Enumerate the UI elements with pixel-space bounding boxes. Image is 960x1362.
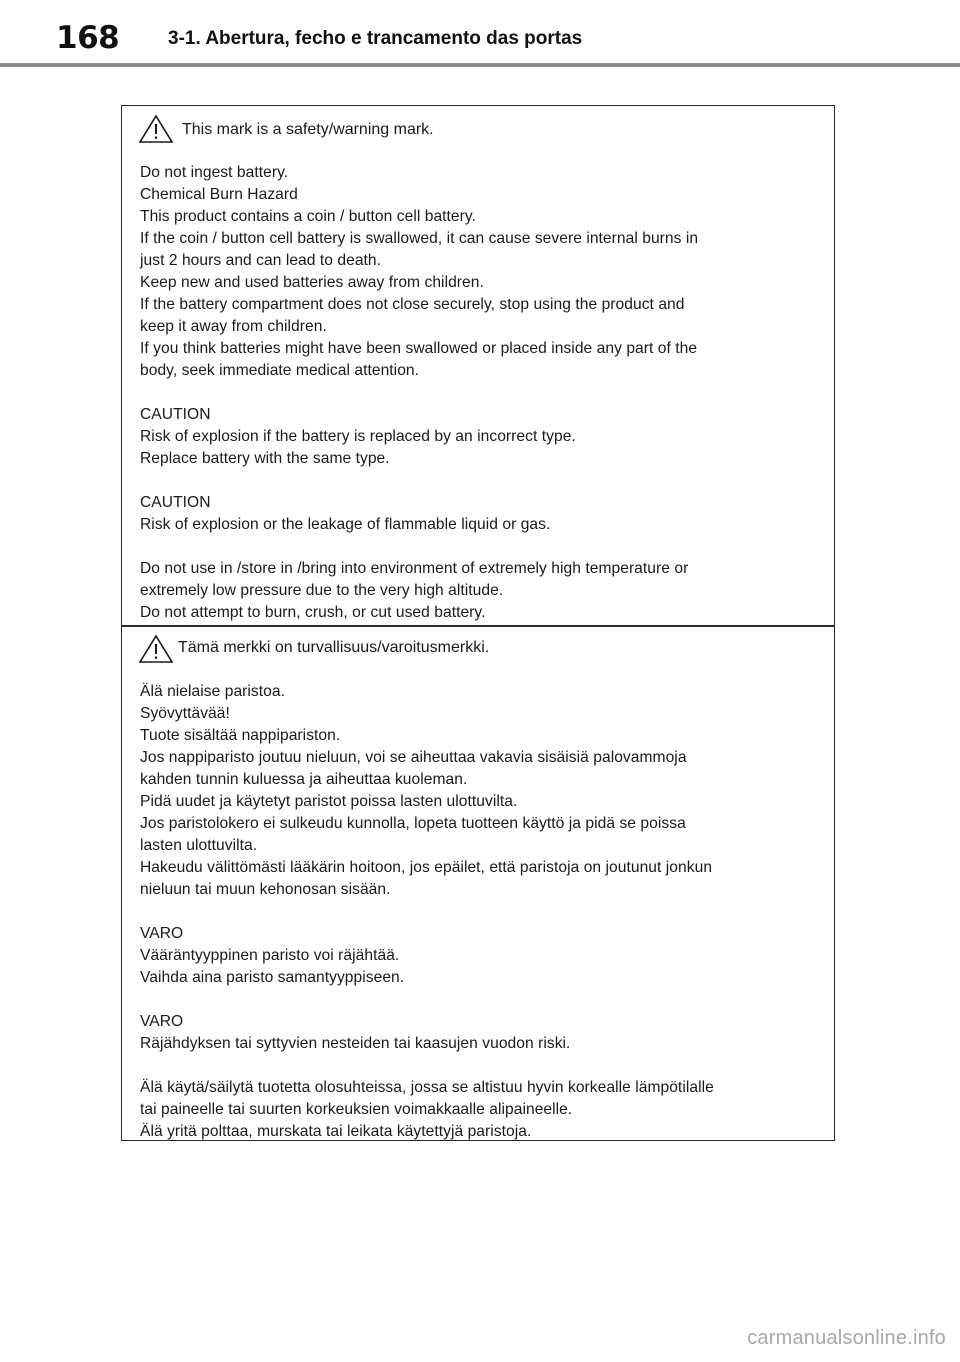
text-line: Risk of explosion or the leakage of flammable liquid or gas. <box>140 516 551 533</box>
finnish-paragraph <box>140 1011 820 1055</box>
text-line: This product contains a coin / button cell battery. <box>140 208 476 225</box>
text-line: If the battery compartment does not close securely, stop using the product and <box>140 296 685 313</box>
text-line: Do not attempt to burn, crush, or cut used battery. <box>140 604 486 621</box>
text-line: Chemical Burn Hazard <box>140 186 298 203</box>
text-line: kahden tunnin kuluessa ja aiheuttaa kuoleman. <box>140 771 468 788</box>
finnish-paragraph <box>140 1077 820 1143</box>
text-line: lasten ulottuvilta. <box>140 837 258 854</box>
text-line: Räjähdyksen tai syttyvien nesteiden tai kaasujen vuodon riski. <box>140 1035 571 1052</box>
text-line: Jos nappiparisto joutuu nieluun, voi se aiheuttaa vakavia sisäisiä palovammoja <box>140 749 687 766</box>
text-line: If the coin / button cell battery is swallowed, it can cause severe internal burns in <box>140 230 699 247</box>
text-line: Do not use in /store in /bring into environment of extremely high temperature or <box>140 560 689 577</box>
finnish-mark-text: Tämä merkki on turvallisuus/varoitusmerkki. <box>178 639 490 656</box>
text-line: Pidä uudet ja käytetyt paristot poissa lasten ulottuvilta. <box>140 793 518 810</box>
english-paragraph <box>140 558 820 624</box>
text-line: Vaihda aina paristo samantyyppiseen. <box>140 969 405 986</box>
text-line: body, seek immediate medical attention. <box>140 362 420 379</box>
text-line: VARO <box>140 1013 184 1030</box>
text-line: Tuote sisältää nappipariston. <box>140 727 341 744</box>
watermark-text: carmanualsonline.info <box>747 1327 946 1349</box>
english-mark-text: This mark is a safety/warning mark. <box>182 121 434 138</box>
text-line: Älä käytä/säilytä tuotetta olosuhteissa, jossa se altistuu hyvin korkealle lämpötilalle <box>140 1079 714 1096</box>
battery-warning-box <box>121 105 835 1141</box>
text-line: Vääräntyyppinen paristo voi räjähtää. <box>140 947 400 964</box>
warning-triangle-icon <box>138 634 174 664</box>
text-line: Älä yritä polttaa, murskata tai leikata käytettyjä paristoja. <box>140 1123 532 1140</box>
header-rule <box>0 63 960 67</box>
finnish-paragraph <box>140 923 820 989</box>
page-number: 168 <box>56 20 120 56</box>
page-header <box>0 0 960 66</box>
english-paragraph <box>140 162 820 382</box>
text-line: keep it away from children. <box>140 318 327 335</box>
text-line: Keep new and used batteries away from children. <box>140 274 484 291</box>
text-line: Do not ingest battery. <box>140 164 289 181</box>
text-line: just 2 hours and can lead to death. <box>140 252 382 269</box>
finnish-paragraph <box>140 681 820 901</box>
text-line: CAUTION <box>140 406 211 423</box>
english-body-text <box>140 162 820 624</box>
section-title: 3-1. Abertura, fecho e trancamento das portas <box>168 28 583 49</box>
text-line: Älä nielaise paristoa. <box>140 683 285 700</box>
text-line: VARO <box>140 925 184 942</box>
finnish-body-text <box>140 681 820 1143</box>
english-paragraph <box>140 492 820 536</box>
text-line: Replace battery with the same type. <box>140 450 390 467</box>
english-paragraph <box>140 404 820 470</box>
text-line: tai paineelle tai suurten korkeuksien voimakkaalle alipaineelle. <box>140 1101 573 1118</box>
english-warning-panel <box>122 106 834 627</box>
text-line: CAUTION <box>140 494 211 511</box>
text-line: If you think batteries might have been swallowed or placed inside any part of the <box>140 340 698 357</box>
text-line: Hakeudu välittömästi lääkärin hoitoon, jos epäilet, että paristoja on joutunut jonkun <box>140 859 713 876</box>
text-line: nieluun tai muun kehonosan sisään. <box>140 881 391 898</box>
text-line: Risk of explosion if the battery is replaced by an incorrect type. <box>140 428 576 445</box>
text-line: extremely low pressure due to the very high altitude. <box>140 582 504 599</box>
text-line: Syövyttävää! <box>140 705 230 722</box>
warning-triangle-icon <box>138 114 174 144</box>
finnish-warning-panel <box>122 627 834 1142</box>
text-line: Jos paristolokero ei sulkeudu kunnolla, lopeta tuotteen käyttö ja pidä se poissa <box>140 815 686 832</box>
